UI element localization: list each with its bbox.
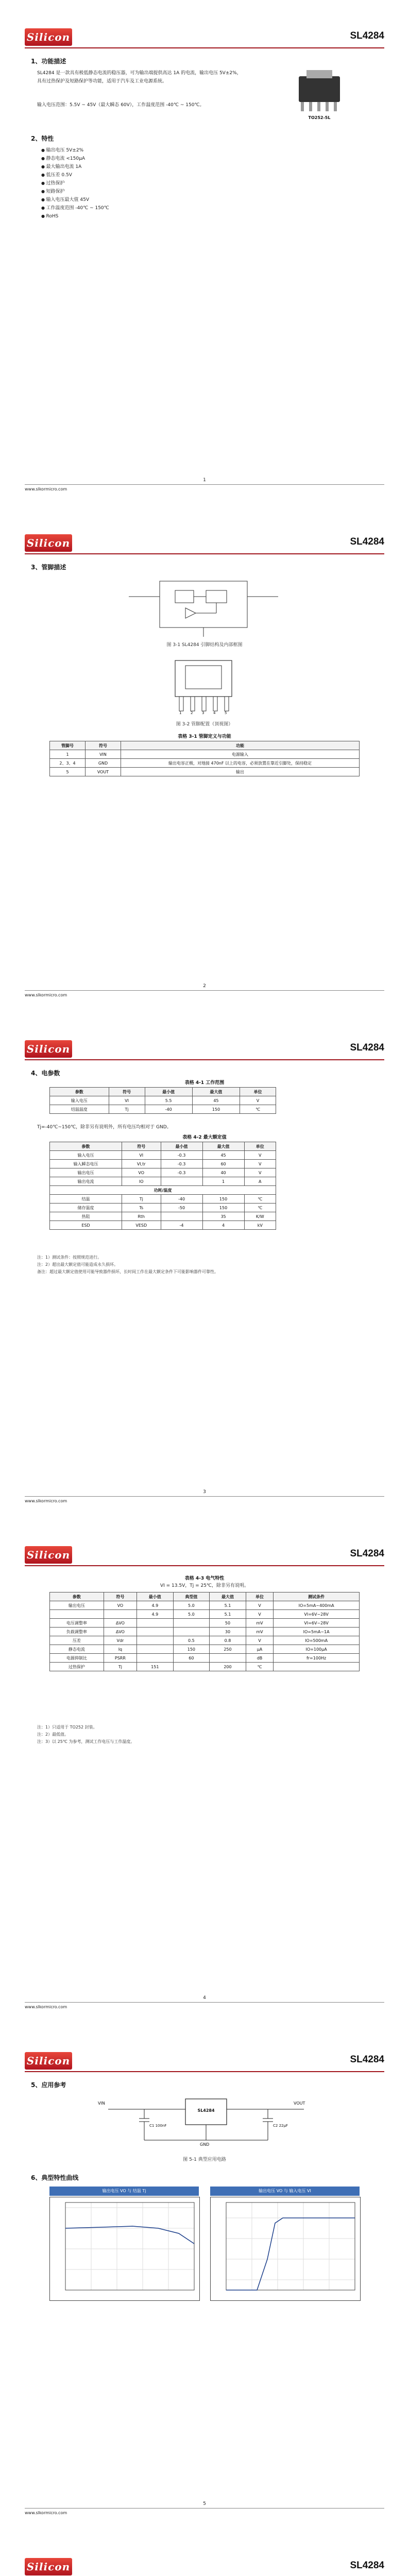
page-footer [25,478,384,493]
brand-logo: Silicon [25,1546,72,1564]
page-number: 5 [203,2501,206,2506]
pin-label: 1 [179,711,182,715]
page-number: 4 [203,1995,206,2001]
page-footer [25,1489,384,1505]
figure-caption: 图 3-2 管脚配置（顶视图） [176,722,233,727]
section-title: 4、电参数 [31,1070,60,1077]
block-diagram [129,576,278,638]
table-subheader: 功耗/温度 [50,1186,276,1195]
table-row: 电源抑制比 PSRR 60 dB fr=100Hz [50,1654,360,1663]
pin-label: 2 [191,711,193,715]
header-rule [25,1565,384,1566]
table-title: 表格 4-2 最大额定值 [182,1135,227,1140]
page-header [25,1546,384,1565]
section-title: 5、应用参考 [31,2081,66,2089]
header-rule [25,47,384,48]
page-2 [0,506,409,1012]
vout-label: VOUT [294,2101,305,2106]
page-footer [25,2501,384,2517]
page-header [25,534,384,553]
brand-logo: Silicon [25,2052,72,2070]
section-title: 2、特性 [31,135,54,142]
feature-item: ● 输出电压 5V±2% [41,146,247,155]
graph-title: 输出电压 VO 与 结温 Tj [49,2187,199,2196]
table-row: 电压调整率 ΔVO 50 mV VI=6V~28V [50,1619,360,1628]
brand-logo: Silicon [25,2558,72,2575]
header-rule [25,553,384,554]
section-title: 1、功能描述 [31,58,66,65]
col-header: 管脚号 [50,741,86,750]
header-rule [25,2071,384,2072]
table-intro: Tj=-40℃~150℃，除非另有说明外，所有电压均相对于 GND。 [37,1125,172,1130]
footer-rule [25,1496,384,1497]
part-number: SL4284 [350,2560,384,2571]
part-number: SL4284 [350,2054,384,2065]
table-row: 过热保护 Tj 151 200 ℃ [50,1663,360,1671]
cout-label: C2 22μF [273,2124,288,2128]
pin-table [49,741,360,776]
footer-url[interactable]: www.slkormicro.com [25,2511,67,2515]
footer-url[interactable]: www.slkormicro.com [25,2005,67,2009]
page-number: 1 [203,478,206,483]
table-row: 热阻 Rth 35 K/W [50,1212,276,1221]
footer-url[interactable]: www.slkormicro.com [25,487,67,492]
pin-label: 4 [213,711,216,715]
page-footer [25,1995,384,2011]
footer-rule [25,2508,384,2509]
figure-caption: 图 3-1 SL4284 引脚结构及内部框图 [166,642,243,648]
part-number: SL4284 [350,1548,384,1559]
feature-item: ● 低压差 0.5V [41,171,247,179]
part-number: SL4284 [350,536,384,547]
page-header [25,2558,384,2576]
package-label: TO252-5L [308,115,331,120]
page-3 [0,1012,409,1518]
table-row: 输入瞬态电压 VI,tr -0.3 60 V [50,1160,276,1168]
table-row: 储存温度 Ts -50 150 ℃ [50,1204,276,1212]
table-title: 表格 4-1 工作范围 [184,1080,225,1086]
footer-url[interactable]: www.slkormicro.com [25,993,67,997]
footer-url[interactable]: www.slkormicro.com [25,1499,67,1503]
feature-item: ● RoHS [41,212,247,221]
table-row: 输出电流 IO 1 A [50,1177,276,1186]
max-rating-table: 参数 符号 最小值 最大值 单位 输入电压 VI -0.3 45 V 输入瞬态电压 VI,tr -0.3 60 V 输出电压 VO -0.3 40 V 输出电流 IO 1 A 功耗/温度 结温 Tj -40 150 ℃ 储存温度 Ts -50 150 ℃ 热阻 Rth 35 K/W ESD VESD -4 4 kV [49,1142,276,1230]
page-1 [0,0,409,506]
figure-caption: 图 5-1 典型应用电路 [183,2157,226,2162]
col-header: 符号 [86,741,121,750]
page-number: 3 [203,1489,206,1495]
page-number: 2 [203,984,206,989]
page-header [25,2052,384,2071]
page-4 [0,1518,409,2024]
application-circuit [98,2094,314,2150]
table-row: 4.9 5.0 5.1 V VI=6V~28V [50,1610,360,1619]
table-row: ESD VESD -4 4 kV [50,1221,276,1230]
footer-rule [25,2002,384,2003]
pin-label: 5 [225,711,227,715]
brand-logo: Silicon [25,534,72,552]
table-row: 输入电压 VI -0.3 45 V [50,1151,276,1160]
chip-label: SL4284 [197,2108,215,2113]
section-title: 6、典型特性曲线 [31,2174,79,2181]
table-row: 结温温度 Tj -40 150 ℃ [50,1105,276,1114]
feature-item: ● 输入电压最大值 45V [41,196,247,204]
feature-item: ● 静态电流 <150μA [41,155,247,163]
table-row: 5 VOUT 输出 [50,768,360,776]
brand-logo: Silicon [25,28,72,46]
table-row: 1 VIN 电源输入 [50,750,360,759]
table-row: 2、3、4 GND 输出电容正极，对地接 470nF 以上的电容，必须放置在靠近引脚处，保持稳定 [50,759,360,768]
package-image [288,66,350,123]
brand-logo: Silicon [25,1040,72,1058]
section-title: 3、管脚描述 [31,564,66,571]
page-5 [0,2024,409,2530]
operating-range-table: 参数 符号 最小值 最大值 单位 输入电压 VI 5.5 45 V 结温温度 Tj -40 150 ℃ [49,1087,276,1114]
feature-item: ● 短路保护 [41,188,247,196]
header-rule [25,1059,384,1060]
table-row: 输出电压 VO -0.3 40 V [50,1168,276,1177]
table-title: 表格 3-1 管脚定义与功能 [178,734,231,739]
description-paragraph: 输入电压范围：5.5V ~ 45V（最大瞬态 60V），工作温度范围 -40℃ ~ 150℃。 [37,103,204,108]
vin-label: VIN [98,2101,105,2106]
table-notes: 注：1）只适用于 TO252 封装。 注：2）最低值。 注：3）以 25℃ 为参考，测试工作电压与工作温度。 [37,1725,135,1744]
table-intro: VI = 13.5V，Tj = 25℃，除非另有说明。 [160,1583,249,1588]
page-header [25,28,384,47]
pin-diagram [165,655,242,717]
graph-title: 输出电压 VO 与 输入电压 VI [210,2187,360,2196]
part-number: SL4284 [350,1042,384,1053]
table-title: 表格 4-3 电气特性 [184,1576,225,1581]
feature-item: ● 最大输出电流 1A [41,163,247,171]
feature-item: ● 工作温度范围 -40℃ ~ 150℃ [41,204,247,212]
feature-item: ● 过热保护 [41,179,247,188]
table-row: 负载调整率 ΔVO 30 mV IO=5mA~1A [50,1628,360,1636]
page-footer [25,984,384,999]
table-row: 压差 Vdr 0.5 0.8 V IO=500mA [50,1636,360,1645]
col-header: 功能 [121,741,360,750]
page-header [25,1040,384,1059]
footer-rule [25,484,384,485]
cin-label: C1 100nF [149,2124,167,2128]
table-row: 结温 Tj -40 150 ℃ [50,1195,276,1204]
electrical-characteristics-table: 参数 符号 最小值 典型值 最大值 单位 测试条件 输出电压 VO 4.9 5.0 5.1 V IO=5mA~400mA 4.9 5.0 5.1 V VI=6V~28V 电压调整率 ΔVO 50 mV VI=6V~28V 负载调整率 ΔVO 30 mV IO=5mA~1A 压差 Vdr 0.5 0.8 V IO=500mA 静态电流 Iq 150 250 μA IO=100μA 电源抑制比 PSRR 60 dB fr=100Hz 过热保护 Tj 151 200 ℃ [49,1592,360,1671]
table-notes: 注：1）测试条件：按照规范进行。 注：2）超出最大额定值可能造成永久损坏。 备注：超过最大额定值使用可能导致器件损坏，长时间工作在最大额定条件下可能影响器件可靠性。 [37,1255,218,1274]
table-row: 静态电流 Iq 150 250 μA IO=100μA [50,1645,360,1654]
table-row: 输入电压 VI 5.5 45 V [50,1096,276,1105]
footer-rule [25,990,384,991]
pin-label: 3 [202,711,204,715]
gnd-label: GND [200,2142,210,2147]
graph-vo-tj [49,2197,200,2301]
part-number: SL4284 [350,30,384,41]
table-row: 输出电压 VO 4.9 5.0 5.1 V IO=5mA~400mA [50,1601,360,1610]
feature-list [41,146,247,221]
graph-vo-vi [210,2197,361,2301]
page-6 [0,2530,409,2576]
description-paragraph: SL4284 是一款具有极低静态电流的稳压器，可为输出端提供高达 1A 的电流，输出电压 5V±2%，具有过热保护及短路保护等功能，适用于汽车及工业电源系统。 [37,71,242,84]
